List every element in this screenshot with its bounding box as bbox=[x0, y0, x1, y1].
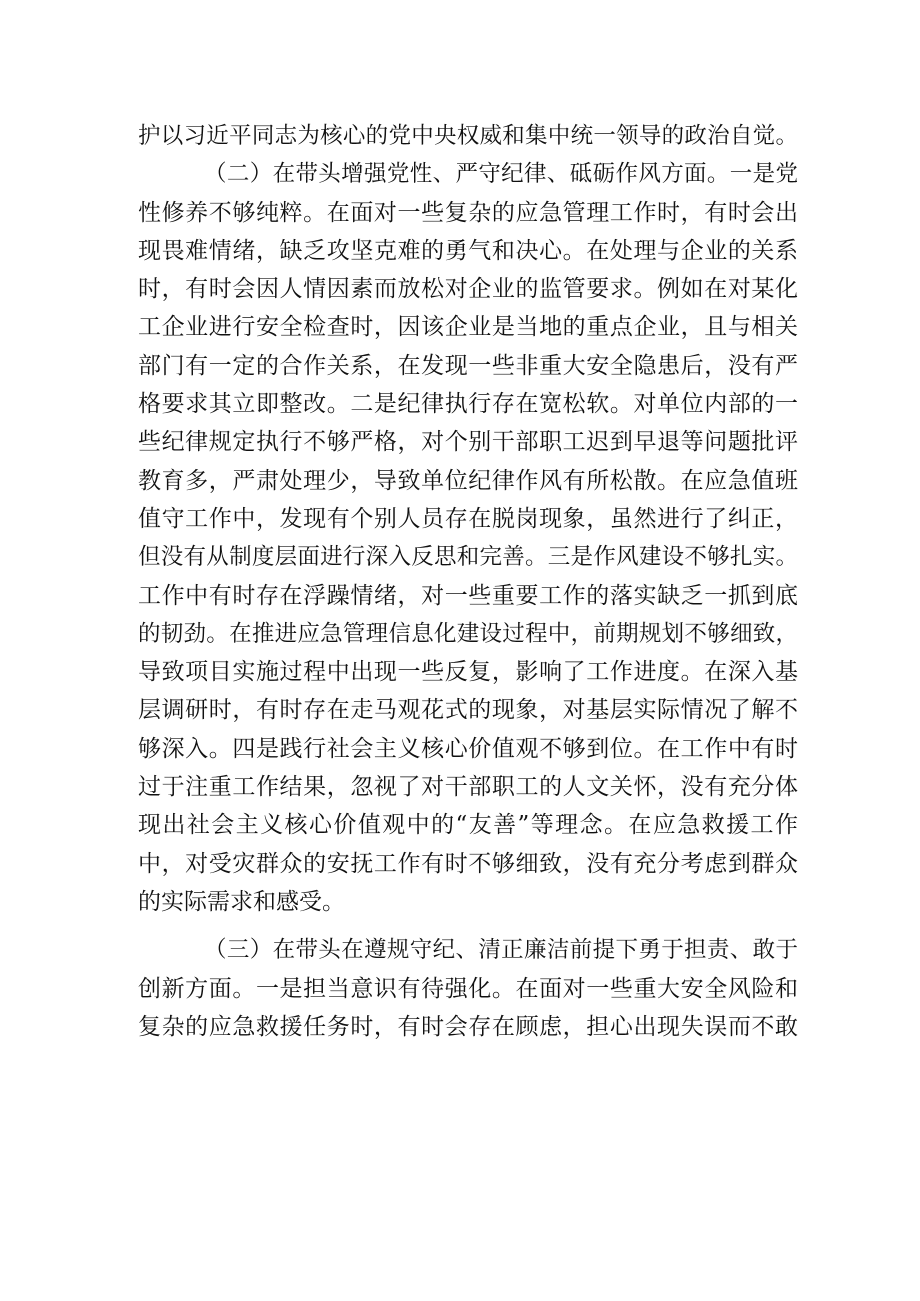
text-line: 教育多，严肃处理少，导致单位纪律作风有所松散。在应急值班 bbox=[138, 467, 798, 494]
text-line: 中，对受灾群众的安抚工作有时不够细致，没有充分考虑到群众 bbox=[138, 850, 798, 877]
text-line: 的韧劲。在推进应急管理信息化建设过程中，前期规划不够细致， bbox=[138, 620, 798, 647]
text-line: 现出社会主义核心价值观中的“友善”等理念。在应急救援工作 bbox=[138, 812, 798, 839]
text-line: 现畏难情绪，缺乏攻坚克难的勇气和决心。在处理与企业的关系 bbox=[138, 237, 798, 264]
text-line: 的实际需求和感受。 bbox=[138, 888, 345, 915]
text-line: 格要求其立即整改。二是纪律执行存在宽松软。对单位内部的一 bbox=[138, 391, 798, 418]
text-line: 但没有从制度层面进行深入反思和完善。三是作风建设不够扎实。 bbox=[138, 544, 798, 571]
text-line: 过于注重工作结果，忽视了对干部职工的人文关怀，没有充分体 bbox=[138, 774, 798, 801]
text-line: 护以习近平同志为核心的党中央权威和集中统一领导的政治自觉。 bbox=[138, 123, 798, 149]
text-line: 些纪律规定执行不够严格，对个别干部职工迟到早退等问题批评 bbox=[138, 429, 798, 456]
text-line: 时，有时会因人情因素而放松对企业的监管要求。例如在对某化 bbox=[138, 276, 798, 303]
text-line: 部门有一定的合作关系，在发现一些非重大安全隐患后，没有严 bbox=[138, 352, 798, 379]
text-line: 复杂的应急救援任务时，有时会存在顾虑，担心出现失误而不敢 bbox=[138, 1013, 798, 1040]
text-line: 工作中有时存在浮躁情绪，对一些重要工作的落实缺乏一抓到底 bbox=[138, 582, 798, 609]
text-line: 层调研时，有时存在走马观花式的现象，对基层实际情况了解不 bbox=[138, 697, 798, 724]
paragraph-heading-line: （三）在带头在遵规守纪、清正廉洁前提下勇于担责、敢于 bbox=[204, 937, 798, 964]
paragraph-heading-line: （二）在带头增强党性、严守纪律、砥砺作风方面。一是党 bbox=[204, 161, 798, 188]
text-line: 导致项目实施过程中出现一些反复，影响了工作进度。在深入基 bbox=[138, 659, 798, 686]
text-line: 创新方面。一是担当意识有待强化。在面对一些重大安全风险和 bbox=[138, 975, 798, 1002]
text-line: 性修养不够纯粹。在面对一些复杂的应急管理工作时，有时会出 bbox=[138, 199, 798, 226]
body-text bbox=[138, 117, 798, 1046]
text-line: 工企业进行安全检查时，因该企业是当地的重点企业，且与相关 bbox=[138, 314, 798, 341]
text-line: 够深入。四是践行社会主义核心价值观不够到位。在工作中有时 bbox=[138, 735, 798, 762]
paragraph-gap bbox=[138, 921, 798, 931]
text-line: 值守工作中，发现有个别人员存在脱岗现象，虽然进行了纠正， bbox=[138, 505, 798, 532]
